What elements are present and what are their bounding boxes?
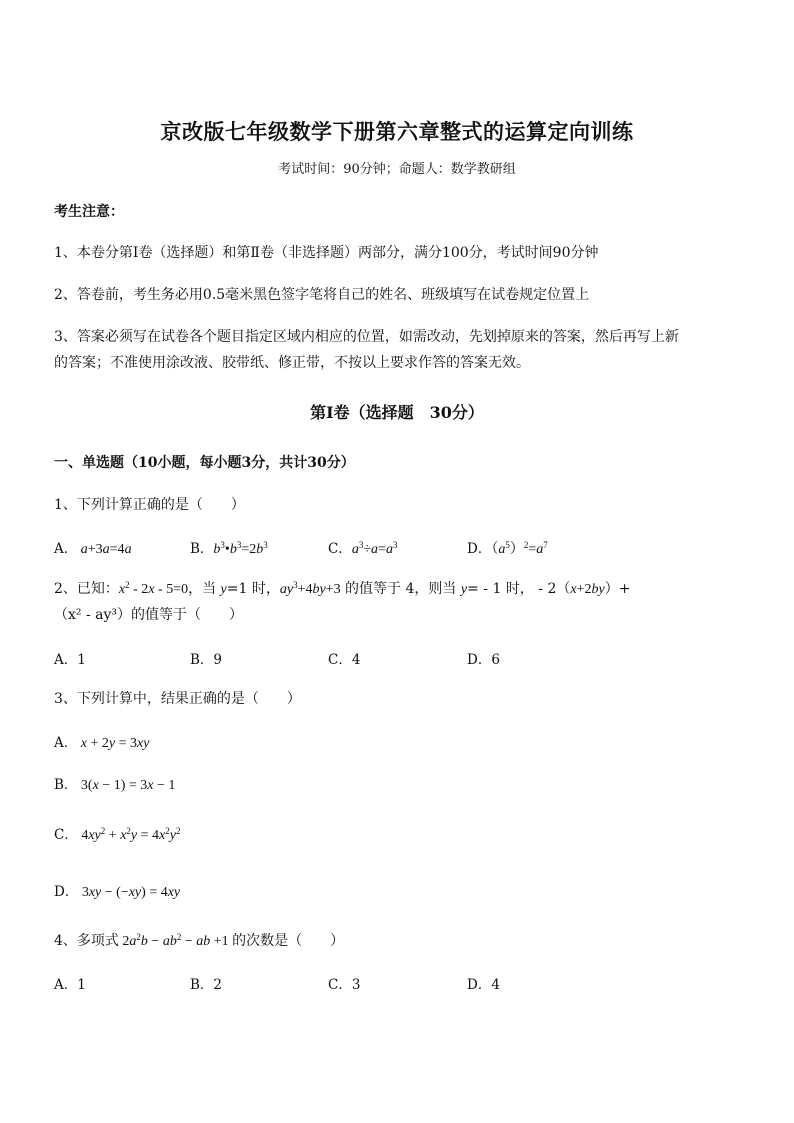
section-title: 第Ⅰ卷（选择题 30分） (310, 403, 484, 422)
q1a-eq: =4 (109, 542, 125, 557)
q2-option-d[interactable]: D．6 (467, 652, 500, 668)
question-2-stem: 2、已知：$x^2 - 2x - 5=0$，当 y=1 时，$ay^3+4by+3$ 的值等于 4，则当 y= - 1 时， - 2（x+2by）+ (54, 580, 631, 597)
q1-option-c-label: C． (328, 541, 352, 557)
q3-option-b-label: B． (54, 777, 78, 793)
part-heading: 一、单选题（10小题，每小题3分，共计30分） (54, 455, 355, 471)
q3-option-d[interactable]: D． 3xy − (−xy) = 4xy (54, 884, 181, 900)
q3-option-a[interactable]: A． x + 2y = 3xy (54, 735, 150, 751)
notice-item-3: 3、答案必须写在试卷各个题目指定区域内相应的位置，如需改动，先划掉原来的答案，然后再写上新 (54, 329, 679, 345)
q1-option-a-label: A． (54, 541, 78, 557)
q3-option-c-label: C． (54, 827, 78, 843)
q1-option-b[interactable]: B．$b^3•b^3=2b^3$ (190, 540, 268, 557)
q1-option-a[interactable] (54, 537, 132, 558)
q4-stem-prefix: 4、多项式 (54, 933, 119, 949)
question-2-stem-cont: （x² - ay³）的值等于（ ） (54, 607, 244, 623)
q1-option-b-label: B． (190, 541, 214, 557)
page-title: 京改版七年级数学下册第六章整式的运算定向训练 (160, 119, 634, 144)
q4-option-d[interactable]: D．4 (467, 977, 500, 993)
q4-option-c[interactable]: C．3 (328, 977, 361, 993)
notice-heading: 考生注意： (54, 204, 124, 220)
question-4-stem: 4、多项式 $2a^2b - ab^2$ − ab +1 的次数是（ ） (54, 932, 345, 949)
q2-option-b[interactable]: B．9 (190, 652, 223, 668)
notice-item-3-cont: 的答案；不准使用涂改液、胶带纸、修正带，不按以上要求作答的答案无效。 (54, 355, 530, 371)
q1-option-d[interactable]: D．$(a^5)^2=a^7$ (467, 540, 548, 557)
q4-stem-suffix: 的次数是（ ） (232, 933, 345, 949)
q1a-var2: a (102, 542, 110, 557)
q2-option-c[interactable]: C．4 (328, 652, 361, 668)
q4-option-b[interactable]: B．2 (190, 977, 223, 993)
q3-option-c[interactable]: C． $4xy^2 + x^2y = 4x^2y^2$ (54, 826, 181, 843)
q3-option-b[interactable]: B． 3(x − 1) = 3x − 1 (54, 777, 176, 793)
q3-option-d-label: D． (54, 884, 79, 900)
q1a-var3: a (124, 542, 132, 557)
exam-info: 考试时间：90分钟；命题人：数学教研组 (278, 162, 516, 177)
q1-option-c[interactable]: C．$a^3\div a=a^3$ (328, 540, 398, 557)
notice-item-2: 2、答卷前，考生务必用0.5毫米黑色签字笔将自己的姓名、班级填写在试卷规定位置上 (54, 287, 590, 303)
question-3-stem: 3、下列计算中，结果正确的是（ ） (54, 691, 301, 707)
notice-item-1: 1、本卷分第Ⅰ卷（选择题）和第Ⅱ卷（非选择题）两部分，满分100分，考试时间90分钟 (54, 245, 599, 261)
q2-option-a[interactable]: A．1 (54, 652, 86, 668)
q1a-var: a (80, 542, 88, 557)
q1-option-d-label: D． (467, 541, 492, 557)
q3-option-a-label: A． (54, 735, 78, 751)
q4-option-a[interactable]: A．1 (54, 977, 86, 993)
question-1-stem: 1、下列计算正确的是（ ） (54, 497, 245, 513)
q1a-plus: +3 (87, 542, 103, 557)
